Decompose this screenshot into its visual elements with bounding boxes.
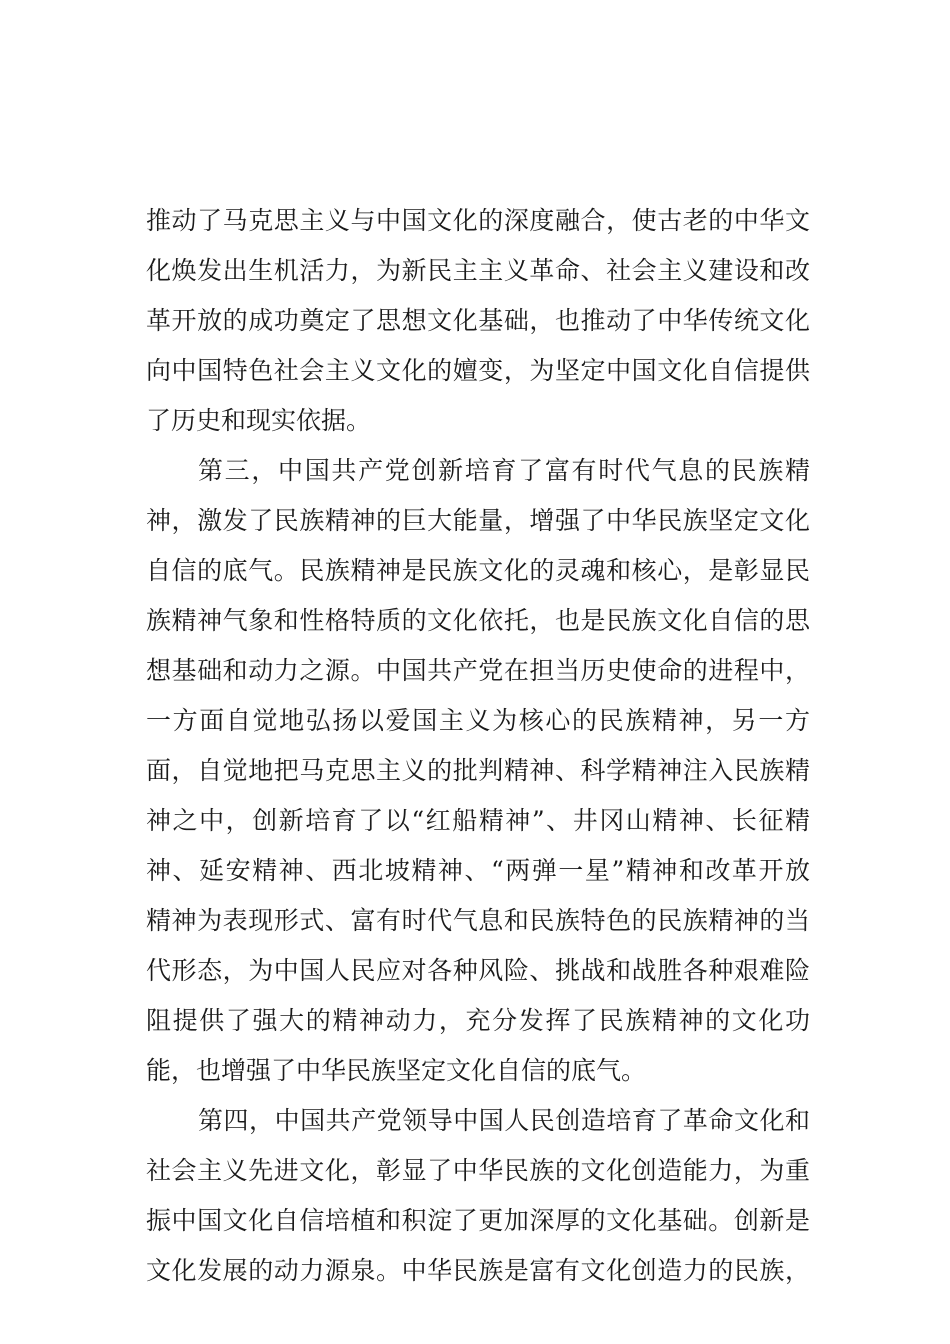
paragraph-2-line-7: 面，自觉地把马克思主义的批判精神、科学精神注入民族精: [146, 756, 810, 785]
paragraph-1-line-2: 化焕发出生机活力，为新民主主义革命、社会主义建设和改: [146, 256, 810, 285]
paragraph-3-line-1: 第四，中国共产党领导中国人民创造培育了革命文化和: [198, 1106, 810, 1135]
paragraph-2-line-6: 一方面自觉地弘扬以爱国主义为核心的民族精神，另一方: [146, 706, 810, 735]
paragraph-2-line-8: 神之中，创新培育了以“红船精神”、井冈山精神、长征精: [146, 806, 810, 835]
paragraph-1-line-3: 革开放的成功奠定了思想文化基础，也推动了中华传统文化: [146, 306, 810, 335]
paragraph-2-line-12: 阻提供了强大的精神动力，充分发挥了民族精神的文化功: [146, 1006, 810, 1035]
paragraph-2-line-3: 自信的底气。民族精神是民族文化的灵魂和核心，是彰显民: [146, 556, 810, 585]
paragraph-2-line-10: 精神为表现形式、富有时代气息和民族特色的民族精神的当: [146, 906, 810, 935]
paragraph-3-line-3: 振中国文化自信培植和积淀了更加深厚的文化基础。创新是: [146, 1206, 810, 1235]
paragraph-2-line-5: 想基础和动力之源。中国共产党在担当历史使命的进程中，: [146, 656, 810, 685]
paragraph-2-line-2: 神，激发了民族精神的巨大能量，增强了中华民族坚定文化: [146, 506, 810, 535]
paragraph-1-line-5: 了历史和现实依据。: [146, 406, 372, 435]
paragraph-2-line-11: 代形态，为中国人民应对各种风险、挑战和战胜各种艰难险: [146, 956, 810, 985]
paragraph-2-line-9: 神、延安精神、西北坡精神、“两弹一星”精神和改革开放: [146, 856, 810, 885]
paragraph-2-line-13: 能，也增强了中华民族坚定文化自信的底气。: [146, 1056, 647, 1085]
document-body: [146, 196, 810, 1296]
paragraph-2-line-1: 第三，中国共产党创新培育了富有时代气息的民族精: [198, 456, 810, 485]
paragraph-3-line-4: 文化发展的动力源泉。中华民族是富有文化创造力的民族，: [146, 1256, 810, 1285]
paragraph-1-line-4: 向中国特色社会主义文化的嬗变，为坚定中国文化自信提供: [146, 356, 810, 385]
paragraph-1-line-1: 推动了马克思主义与中国文化的深度融合，使古老的中华文: [146, 206, 810, 235]
paragraph-2-line-4: 族精神气象和性格特质的文化依托，也是民族文化自信的思: [146, 606, 810, 635]
paragraph-3-line-2: 社会主义先进文化，彰显了中华民族的文化创造能力，为重: [146, 1156, 810, 1185]
